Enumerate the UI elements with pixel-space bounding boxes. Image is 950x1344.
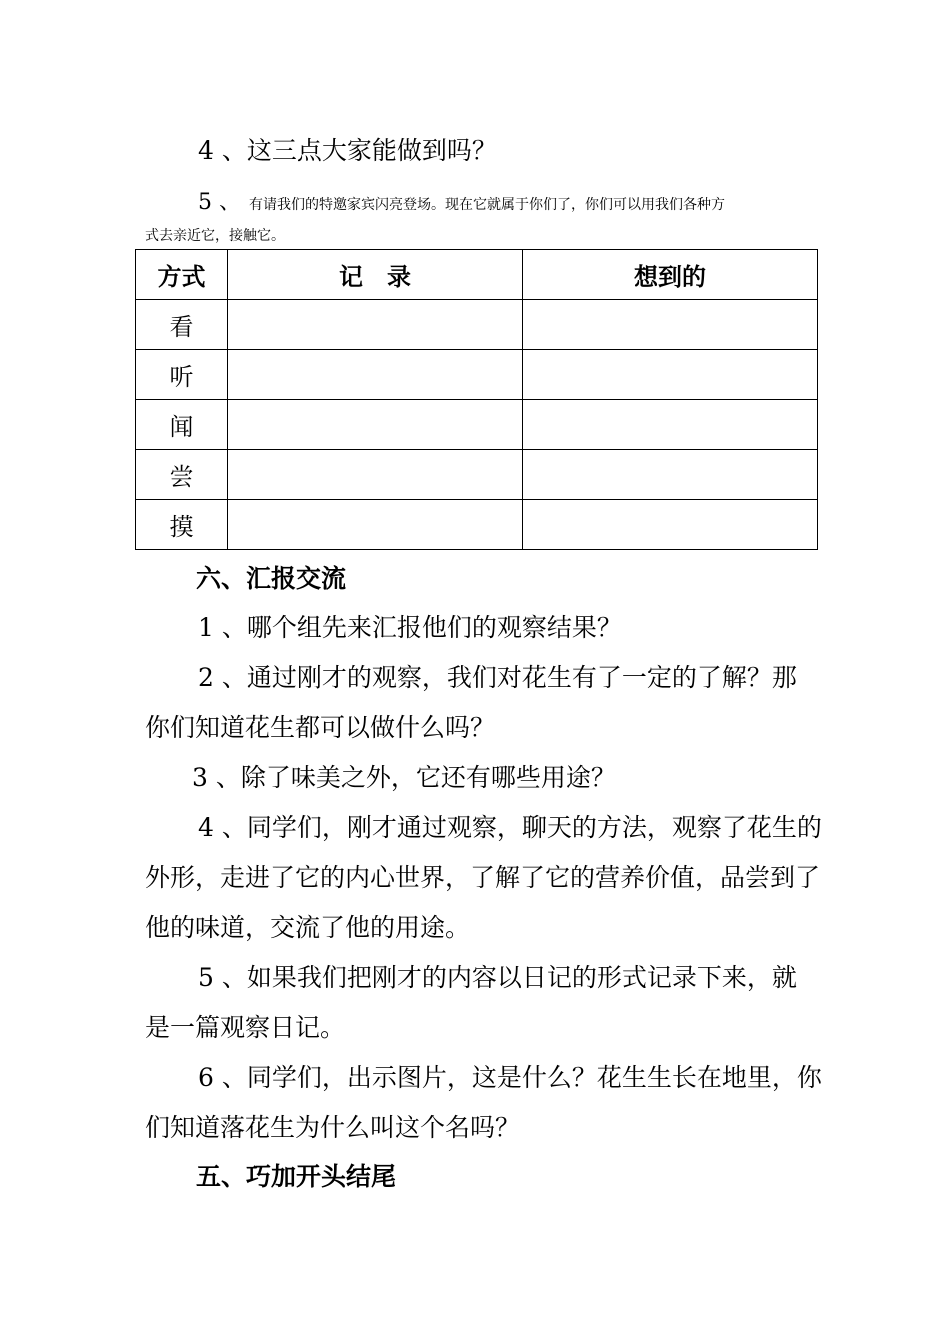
item-5-number: 5 、 [198,190,241,215]
observation-table [135,249,818,550]
thoughts-cell[interactable] [523,400,818,450]
table-row [136,500,818,550]
section-6-item-3: 3 、除了味美之外，它还有哪些用途？ [192,763,616,792]
section-5-heading: 五、巧加开头结尾 [196,1162,397,1191]
thoughts-cell[interactable] [523,350,818,400]
header-record: 记 录 [228,250,523,300]
item-5-text: 有请我们的特邀家宾闪亮登场。现在它就属于你们了，你们可以用我们各种方 [248,197,725,213]
section-6-item-4-cont-2: 他的味道，交流了他的用途。 [145,913,471,942]
section-6-item-4: 4 、同学们，刚才通过观察，聊天的方法，观察了花生的 [198,813,822,842]
section-6-item-6: 6 、同学们，出示图片，这是什么？花生生长在地里，你 [198,1063,822,1092]
section-6-item-5: 5 、如果我们把刚才的内容以日记的形式记录下来，就 [198,963,797,992]
section-6-item-2-cont: 你们知道花生都可以做什么吗？ [145,713,496,742]
table-row [136,450,818,500]
header-method: 方式 [136,250,228,300]
record-cell[interactable] [228,300,523,350]
item-5 [198,186,725,218]
thoughts-cell[interactable] [523,500,818,550]
table-header-row [136,250,818,300]
item-4: 4 、这三点大家能做到吗？ [198,136,497,165]
section-6-item-5-cont: 是一篇观察日记。 [145,1013,346,1042]
section-6-item-2: 2 、通过刚才的观察，我们对花生有了一定的了解？那 [198,663,797,692]
table-row [136,350,818,400]
table-row [136,400,818,450]
thoughts-cell[interactable] [523,450,818,500]
record-cell[interactable] [228,400,523,450]
row-method: 尝 [136,450,228,500]
row-method: 闻 [136,400,228,450]
record-cell[interactable] [228,350,523,400]
section-6-item-1: 1 、哪个组先来汇报他们的观察结果？ [198,613,622,642]
thoughts-cell[interactable] [523,300,818,350]
record-cell[interactable] [228,450,523,500]
header-thoughts: 想到的 [523,250,818,300]
record-cell[interactable] [228,500,523,550]
row-method: 听 [136,350,228,400]
item-5-continuation: 式去亲近它，接触它。 [145,228,285,244]
row-method: 看 [136,300,228,350]
section-6-heading: 六、汇报交流 [196,564,347,593]
section-6-item-4-cont-1: 外形，走进了它的内心世界，了解了它的营养价值，品尝到了 [145,863,821,892]
row-method: 摸 [136,500,228,550]
section-6-item-6-cont: 们知道落花生为什么叫这个名吗？ [145,1113,521,1142]
table-row [136,300,818,350]
